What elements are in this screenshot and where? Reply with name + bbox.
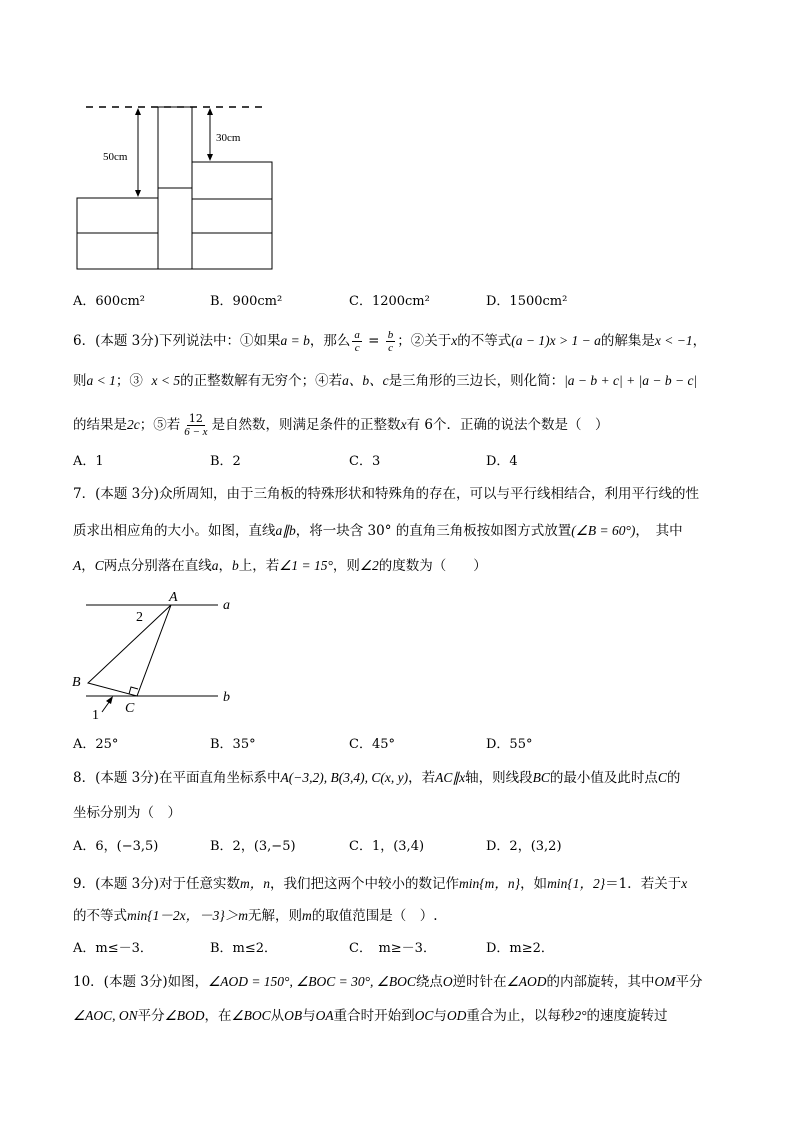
q9-text: 的取值范围是（ ）. xyxy=(311,908,438,924)
q7-line-1: 7．(本题 3分)众所周知，由于三角板的特殊形状和特殊角的存在，可以与平行线相结合，利用平行线的性 xyxy=(73,486,700,502)
q10-text: 重合时开始到 xyxy=(333,1008,415,1024)
q8-option-a[interactable]: A．6，(−3,5) xyxy=(73,839,159,854)
q10-text: ，在 xyxy=(204,1008,232,1024)
q10-text: 平分 xyxy=(137,1008,165,1024)
q7-line-3 xyxy=(73,557,487,575)
arrowhead-30cm-top xyxy=(207,108,213,115)
q6-text: 的不等式 xyxy=(457,333,512,349)
q7-text: 质求出相应角的大小。如图，直线 xyxy=(73,523,276,539)
q10-math: OA xyxy=(315,1008,334,1023)
q10-text: 平分 xyxy=(675,974,703,990)
q9-text: ，如 xyxy=(520,876,548,892)
label-C: C xyxy=(125,701,135,716)
q9-line-2 xyxy=(73,907,438,925)
q9-text: ，我们把这两个中较小的数记作 xyxy=(270,876,460,892)
q7-text: ， xyxy=(218,558,233,574)
right-block-top xyxy=(192,162,272,199)
q9-math: min{m，n} xyxy=(459,876,521,891)
q8-text: 的最小值及此时点 xyxy=(549,770,658,786)
q6-option-c[interactable]: C．3 xyxy=(349,454,381,469)
q10-text: 与 xyxy=(302,1008,316,1024)
q6-option-d[interactable]: D．4 xyxy=(486,454,518,469)
q10-text: 的速度旋转过 xyxy=(586,1008,668,1024)
q7-math: b xyxy=(232,558,239,573)
q7-text: 两点分别落在直线 xyxy=(103,558,212,574)
q10-text: 10．(本题 3分)如图， xyxy=(73,974,209,990)
q7-math: a∥b xyxy=(275,523,296,538)
q10-text: 与 xyxy=(433,1008,447,1024)
q6-line-3 xyxy=(73,413,608,438)
label-50cm: 50cm xyxy=(103,151,128,163)
q10-text: 从 xyxy=(270,1008,285,1024)
fig5-diagram xyxy=(70,98,280,276)
q10-math: ∠AOD xyxy=(506,974,547,989)
right-block-bottom xyxy=(192,233,272,269)
left-block-bottom xyxy=(77,233,158,269)
q7-text: 上，若 xyxy=(238,558,280,574)
q6-math: a = b xyxy=(280,333,310,348)
q5-option-b[interactable]: B．900cm² xyxy=(210,294,283,309)
q9-text: 的不等式 xyxy=(73,908,127,924)
q6-line-1 xyxy=(73,329,706,354)
q7-option-d[interactable]: D．55° xyxy=(486,737,533,752)
frac-den: c xyxy=(354,342,360,354)
q7-option-c[interactable]: C．45° xyxy=(349,737,395,752)
q10-line-1 xyxy=(73,973,703,991)
q7-option-b[interactable]: B．35° xyxy=(210,737,256,752)
q6-text: 的正整数解有无穷个；④若 xyxy=(180,373,343,389)
q8-math: AC∥x xyxy=(435,770,466,785)
label-angle-1: 1 xyxy=(92,708,99,723)
label-b: b xyxy=(223,690,230,705)
q9-option-b[interactable]: B．m≤2． xyxy=(210,941,278,956)
q10-math: 2° xyxy=(574,1008,587,1023)
q7-text: ，将一块含 30° 的直角三角板按如图方式放置 xyxy=(295,523,572,539)
q6-math: x xyxy=(451,333,458,348)
q5-option-c[interactable]: C．1200cm² xyxy=(349,294,430,309)
frac-den: 6 − x xyxy=(184,426,208,438)
label-B: B xyxy=(72,675,81,690)
q7-option-a[interactable]: A．25° xyxy=(73,737,119,752)
q10-math: OB xyxy=(284,1008,303,1023)
q8-text: ，若 xyxy=(408,770,436,786)
arrowhead-30cm-bottom xyxy=(207,154,213,161)
q9-option-c[interactable]: C． m≥－3． xyxy=(349,941,436,956)
triangle-abc xyxy=(88,605,171,696)
q10-math: OD xyxy=(446,1008,467,1023)
q10-math: ∠AOD = 150°, ∠BOC = 30°, ∠BOC xyxy=(208,974,416,989)
q9-option-a[interactable]: A．m≤－3． xyxy=(73,941,153,956)
q9-text: 无解，则 xyxy=(248,908,303,924)
q8-option-d[interactable]: D．2，(3,2) xyxy=(486,839,562,854)
arrowhead-50cm-bottom xyxy=(135,190,141,197)
q9-math: m，n xyxy=(240,876,271,891)
q6-text: ；②关于 xyxy=(397,333,452,349)
q6-math: (a − 1)x > 1 − a xyxy=(511,333,601,348)
frac-num: a xyxy=(354,329,360,341)
frac-num: 12 xyxy=(188,412,203,425)
q6-text: ；⑤若 xyxy=(139,417,181,433)
q8-math: BC xyxy=(532,770,550,785)
label-A: A xyxy=(169,590,178,605)
q10-text: 绕点 xyxy=(415,974,443,990)
q8-text: 8．(本题 3分)在平面直角坐标系中 xyxy=(73,770,281,786)
q6-fraction-a-over-c xyxy=(352,329,362,354)
q9-math: min{1，2} xyxy=(547,876,606,891)
q10-math: ∠AOC, ON xyxy=(73,1008,138,1023)
q7-text: 的度数为（ ） xyxy=(378,558,487,574)
q10-text: 逆时针在 xyxy=(452,974,507,990)
q6-eq: = xyxy=(363,333,384,349)
q6-text: 的结果是 xyxy=(73,417,127,433)
q10-math: OM xyxy=(654,974,676,989)
q9-math: x xyxy=(681,876,688,891)
label-a: a xyxy=(223,598,230,613)
q9-math: m xyxy=(302,908,312,923)
q6-text: 的解集是 xyxy=(600,333,655,349)
q6-fraction-12-over xyxy=(182,413,209,438)
q9-math: min{1－2x，－3}＞m xyxy=(127,908,249,923)
q10-line-2 xyxy=(73,1007,668,1025)
q6-text: ， xyxy=(692,333,707,349)
q10-text: 重合为止，以每秒 xyxy=(466,1008,575,1024)
q6-option-b[interactable]: B．2 xyxy=(210,454,241,469)
q6-fraction-b-over-c xyxy=(386,329,396,354)
q6-text: 6．(本题 3分)下列说法中：①如果 xyxy=(73,333,281,349)
q5-option-a[interactable]: A．600cm² xyxy=(73,294,146,309)
q6-text: 有 6个．正确的说法个数是（ ） xyxy=(406,417,609,433)
q9-line-1 xyxy=(73,875,687,893)
q8-line-1 xyxy=(73,769,680,787)
q7-math: C xyxy=(94,558,104,573)
q9-text: 9．(本题 3分)对于任意实数 xyxy=(73,876,241,892)
q6-text: 则 xyxy=(73,373,87,389)
right-block-mid xyxy=(192,199,272,233)
q10-math: ∠BOD xyxy=(164,1008,205,1023)
q7-math: (∠B = 60°) xyxy=(571,523,636,538)
q6-math: a、b、c xyxy=(342,373,389,388)
q6-option-a[interactable]: A．1 xyxy=(73,454,104,469)
right-angle-mark xyxy=(129,687,138,694)
q8-math: A(−3,2), B(3,4), C(x, y) xyxy=(280,770,409,785)
q7-line-2 xyxy=(73,522,683,540)
q10-math: O xyxy=(442,974,453,989)
label-30cm: 30cm xyxy=(216,132,241,144)
q8-line-2: 坐标分别为（ ） xyxy=(73,805,181,821)
q7-text: ， xyxy=(81,558,95,574)
q8-option-c[interactable]: C．1，(3,4) xyxy=(349,839,425,854)
q5-option-d[interactable]: D．1500cm² xyxy=(486,294,568,309)
q10-math: OC xyxy=(414,1008,434,1023)
q8-text: 轴，则线段 xyxy=(465,770,533,786)
frac-den: c xyxy=(388,342,393,354)
q7-math: ∠1 = 15° xyxy=(279,558,333,573)
q7-math: A xyxy=(73,558,82,573)
q6-math: 2c xyxy=(127,417,140,432)
q6-text: 是自然数，则满足条件的正整数 xyxy=(211,417,401,433)
angle-1-arrowhead xyxy=(106,696,113,704)
q6-math: x < 5 xyxy=(151,373,181,388)
q6-text: 是三角形的三边长，则化简： xyxy=(388,373,565,389)
q7-text: ， 其中 xyxy=(635,523,683,539)
arrowhead-50cm-top xyxy=(135,108,141,115)
q7-text: ，则 xyxy=(332,558,360,574)
q8-math: C xyxy=(657,770,667,785)
q6-text: ；③ xyxy=(115,373,143,389)
q8-text: 的 xyxy=(666,770,681,786)
q7-math: ∠2 xyxy=(359,558,379,573)
label-angle-2: 2 xyxy=(136,610,143,625)
left-block-top xyxy=(77,198,158,233)
q6-math: |a − b + c| + |a − b − c| xyxy=(564,373,698,388)
q7-triangle-figure xyxy=(68,588,248,723)
q6-math: x xyxy=(400,417,407,432)
frac-num: b xyxy=(387,329,394,341)
q6-line-2 xyxy=(73,372,697,390)
q8-option-b[interactable]: B．2，(3,−5) xyxy=(210,839,296,854)
q6-text: ，那么 xyxy=(309,333,351,349)
q7-math: a xyxy=(211,558,219,573)
q10-text: 的内部旋转，其中 xyxy=(546,974,655,990)
q10-math: ∠BOC xyxy=(231,1008,271,1023)
q9-text: ＝1．若关于 xyxy=(605,876,682,892)
q6-math: a < 1 xyxy=(86,373,116,388)
q6-math: x < −1 xyxy=(654,333,693,348)
q9-option-d[interactable]: D．m≥2． xyxy=(486,941,554,956)
